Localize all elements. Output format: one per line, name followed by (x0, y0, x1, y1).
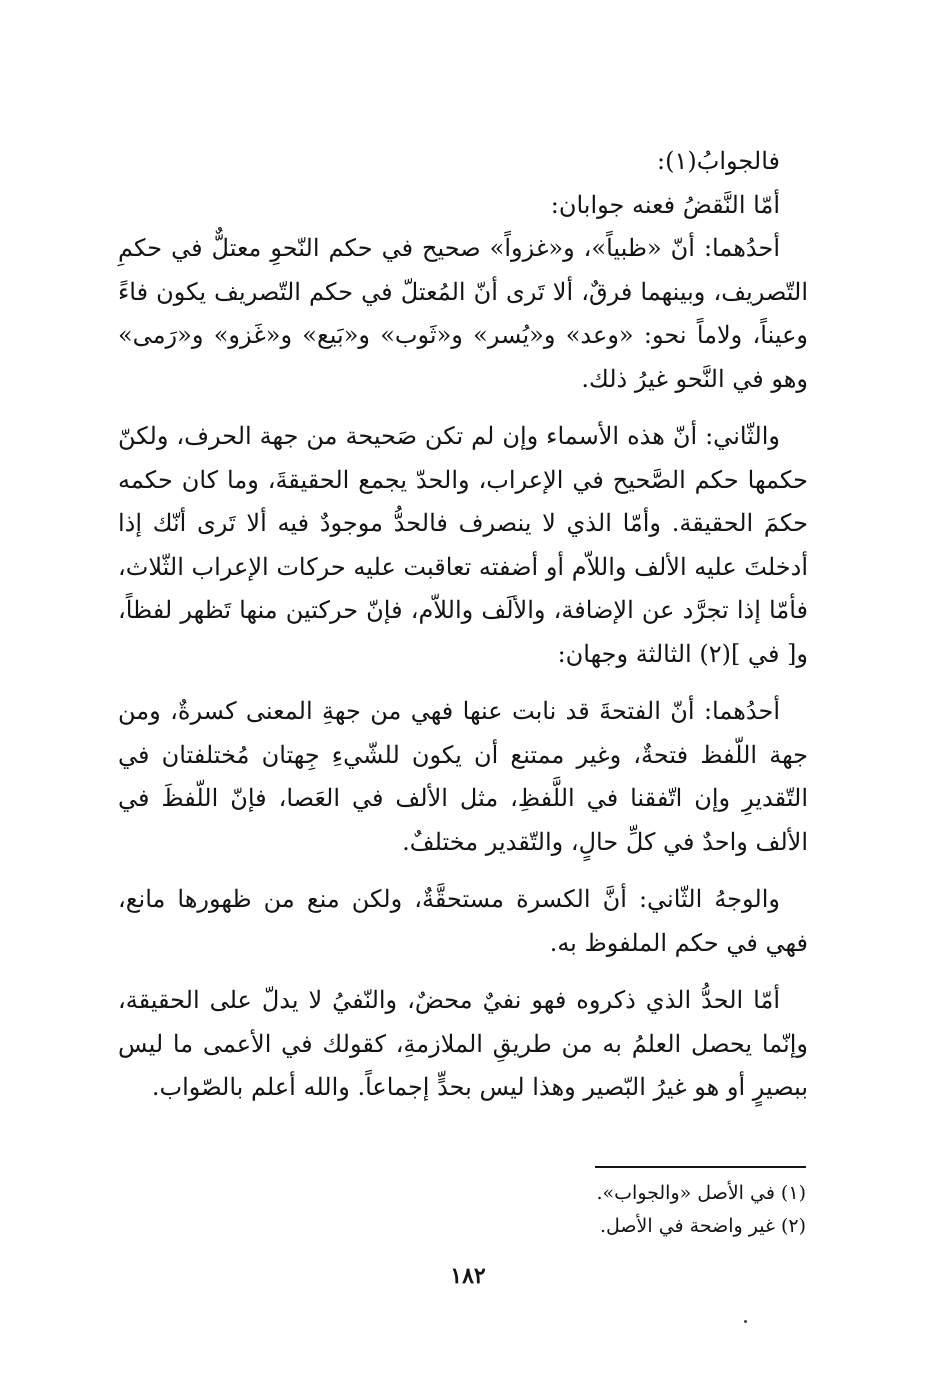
paragraph-first-answer: أحدُهما: أنّ «ظبياً»، و«غزواً» صحيح في حكم النّحوِ معتلٌّ في حكمِ التّصريف، وبينهما فرقٌ، ألا تَرى أنّ المُعتلّ في حكم التّصريف يكون فاءً وعيناً، ولاماً نحو: «وعد» و«يُسر» و«ثَوب» و«بَيع» و«غَزو» و«رَمى» وهو في النَّحو غيرُ ذلك. (118, 234, 808, 393)
paragraph-first-aspect: أحدُهما: أنّ الفتحةَ قد نابت عنها فهي من جهةِ المعنى كسرةٌ، ومن جهة اللّفظ فتحةٌ، وغير ممتنع أن يكون للشّيءِ جِهتان مُختلفتان في التّقديرِ وإن اتّفقنا في اللَّفظِ، مثل الألف في العَصا، فإنّ اللّفظَ في الألف واحدٌ في كلِّ حالٍ، والتّقدير مختلفٌ. (118, 697, 809, 856)
page-number: ١٨٢ (450, 1263, 486, 1289)
footnote-2: (٢) غير واضحة في الأصل. (600, 1215, 806, 1237)
main-text (118, 140, 808, 1110)
paragraph-definition: أمّا الحدُّ الذي ذكروه فهو نفيٌ محضٌ، والنّفيُ لا يدلّ على الحقيقة، وإنّما يحصل العلمُ به من طريقِ الملازمةِ، كقولك في الأعمى ما ليس ببصيرٍ أو هو غيرُ البّصير وهذا ليس بحدٍّ إجماعاً. والله أعلم بالصّواب. (118, 986, 808, 1101)
answer-heading: فالجوابُ(١): (657, 147, 780, 175)
answer-intro: أمّا النَّقضُ فعنه جوابان: (550, 190, 780, 219)
footnotes (300, 1177, 806, 1243)
footnote-divider (595, 1166, 806, 1168)
scan-speck (744, 1320, 747, 1323)
paragraph-second-aspect: والوجهُ الثّاني: أنَّ الكسرة مستحقَّةٌ، ولكن منع من ظهورها مانع، فهي في حكم الملفوظ به. (118, 885, 808, 957)
footnote-1: (١) في الأصل «والجواب». (596, 1182, 806, 1204)
paragraph-second-answer: والثّاني: أنّ هذه الأسماء وإن لم تكن صَحيحة من جهة الحرف، ولكنّ حكمها حكم الصَّحيح في الإعراب، والحدّ يجمع الحقيقةَ، وما كان حكمه حكمَ الحقيقة. وأمّا الذي لا ينصرف فالحدُّ موجودٌ فيه ألا تَرى أنّك إذا أدخلتَ عليه الألف واللاّم أو أضفته تعاقبت عليه حركات الإعراب الثّلاث، فأمّا إذا تجرَّد عن الإضافة، والألَف واللاّم، فإنّ حركتين منها تَظهر لفظاً، و[ في ](٢) الثالثة وجهان: (118, 422, 808, 668)
